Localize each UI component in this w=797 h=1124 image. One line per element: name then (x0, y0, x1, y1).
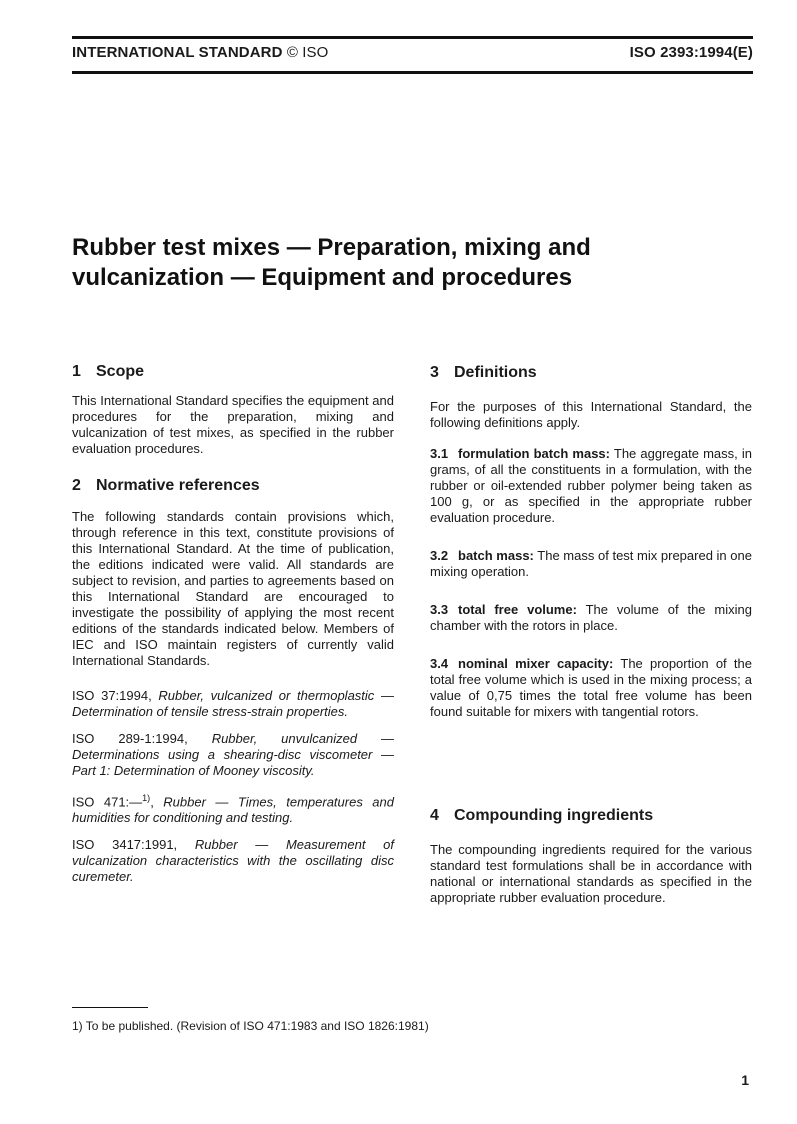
reference-iso-3417: ISO 3417:1991, Rubber — Measurement of vulcanization characteristics with the oscillating disc curemeter. (72, 837, 394, 885)
definitions-heading: 3 Definitions (430, 364, 537, 381)
reference-iso-37: ISO 37:1994, Rubber, vulcanized or thermoplastic — Determination of tensile stress-strain properties. (72, 688, 394, 719)
definition-3-2: 3.2 batch mass: The mass of test mix prepared in one mixing operation. (430, 548, 752, 579)
header-standard-label (72, 44, 328, 61)
title-line-2: vulcanization — Equipment and procedures (72, 264, 573, 291)
right-column (430, 363, 752, 720)
definition-3-4: 3.4 nominal mixer capacity: The proportion of the total free volume which is used in the mixing process; a value of 0,75 times the total free volume has been found suitable for mixers with tangential rotors. (430, 656, 752, 719)
compounding-heading: 4 Compounding ingredients (430, 807, 654, 824)
reference-iso-289-1: ISO 289-1:1994, Rubber, unvulcanized — Determinations using a shearing-disc viscometer — Part 1: Determination of Mooney viscosity. (72, 731, 394, 778)
left-column (72, 362, 394, 885)
compounding-body: The compounding ingredients required for the various standard test formulations shall be in accordance with national or international standards as specified in the appropriate rubber evaluation procedure. (430, 842, 752, 905)
header-document-number: ISO 2393:1994(E) (629, 44, 753, 61)
reference-iso-471: ISO 471:—$^{1)}$, Rubber — Times, temperatures and humidities for conditioning and testing. (72, 793, 394, 826)
header-standard-text: INTERNATIONAL STANDARD (72, 44, 283, 61)
header-bottom-rule (72, 71, 753, 74)
compounding-section (430, 806, 752, 906)
normative-references-heading: 2 Normative references (72, 477, 260, 494)
scope-body: This International Standard specifies the equipment and procedures for the preparation, mixing and vulcanization of test mixes, as specified in the rubber evaluation procedures. (72, 393, 394, 456)
footnote-rule (72, 1007, 148, 1008)
page-number: 1 (741, 1072, 749, 1088)
title-line-1: Rubber test mixes — Preparation, mixing and (72, 234, 591, 261)
definition-3-3: 3.3 total free volume: The volume of the mixing chamber with the rotors in place. (430, 602, 752, 633)
footnote: 1) To be published. (Revision of ISO 471:1983 and ISO 1826:1981) (72, 1019, 429, 1033)
definitions-intro: For the purposes of this International Standard, the following definitions apply. (430, 399, 752, 430)
header-copyright: © ISO (286, 44, 329, 61)
document-title (72, 233, 692, 293)
scope-heading: 1 Scope (72, 363, 145, 380)
definition-3-1: 3.1 formulation batch mass: The aggregate mass, in grams, of all the constituents in a formulation, with the rubber or oil-extended rubber polymer being taken as 100 g, or as specified in the appropriate rubber evaluation procedure. (430, 446, 752, 525)
normative-references-body: The following standards contain provisions which, through reference in this text, constitute provisions of this International Standard. At the time of publication, the editions indicated were valid. All standards are subject to revision, and parties to agreements based on this International Standard are encouraged to investigate the possibility of applying the most recent editions of the standards indicated below. Members of IEC and ISO maintain registers of currently valid International Standards. (72, 509, 394, 668)
header-top-rule (72, 36, 753, 39)
